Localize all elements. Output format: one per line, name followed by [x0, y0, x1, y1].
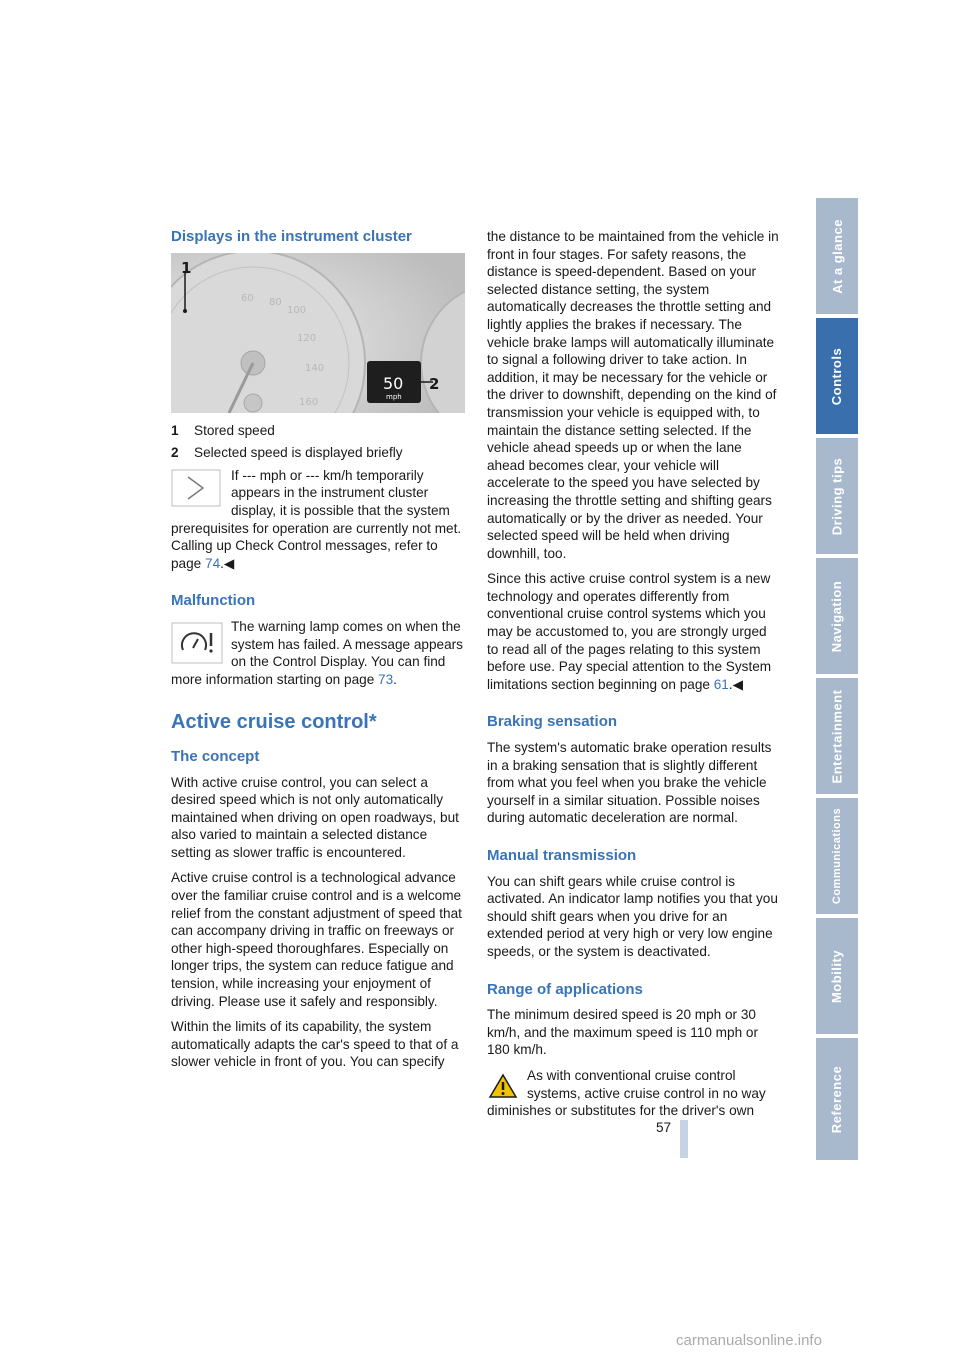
concept-paragraph-2: Active cruise control is a technological advance over the familiar cruise control and is a welcome relief from the constant adjustment of speed that can accompany driving in traffic on freeways or other high-speed thoroughfares. Especially on longer trips, the system can reduce fatigue and tension, while increasing your enjoyment of driving. Please use it safely and responsibly. [171, 870, 462, 1009]
section-heading-range: Range of applications [487, 980, 643, 998]
legend-number: 1 [171, 422, 179, 438]
figure-speed-unit: mph [386, 392, 402, 401]
section-heading-active-cruise-control: Active cruise control* [171, 711, 377, 734]
tab-label: Reference [829, 1065, 845, 1133]
section-heading-manual-transmission: Manual transmission [487, 847, 637, 864]
malfunction-page-link[interactable]: 73 [378, 671, 394, 687]
chapter-tabs [816, 198, 858, 1160]
warning-triangle-icon [489, 1073, 517, 1099]
manual-transmission-paragraph: You can shift gears while cruise control is activated. An indicator lamp notifies you that you should shift gears when you drive for an extended period at very high or very low engine speeds, or the system is deactivated. [487, 873, 778, 959]
new-technology-paragraph: Since this active cruise control system is a new technology and operates differently from conventional cruise control systems which you may be accustomed to, you are strongly urged to read all of the pages relating to this system before use. Pay special attention to the System limitations section beginning on page [487, 571, 772, 692]
section-heading-displays: Displays in the instrument cluster [171, 228, 412, 245]
left-column [171, 228, 465, 1079]
page-number: 57 [656, 1120, 672, 1135]
svg-text:160: 160 [299, 396, 319, 408]
note-end-mark: .◀ [220, 555, 235, 571]
malfunction-end: . [393, 671, 397, 687]
tab-communications[interactable] [816, 798, 858, 914]
note-text: If --- mph or --- km/h temporarily appears in the instrument cluster display, it is possible that the system prerequisites for operation are currently not met. [171, 467, 462, 536]
range-paragraph: The minimum desired speed is 20 mph or 30 km/h, and the maximum speed is 110 mph or 180 km/h. [487, 1007, 758, 1058]
section-heading-malfunction: Malfunction [171, 592, 256, 610]
tab-at-a-glance[interactable] [816, 198, 858, 314]
note-arrow-icon [171, 469, 221, 507]
tab-label: Controls [829, 347, 845, 405]
instrument-cluster-figure [171, 253, 465, 413]
concept-paragraph-1: With active cruise control, you can select a desired speed which is not only automatically maintained when driving on open roadways, but also varied to maintain a selected distance setting as slower traffic is encountered. [171, 774, 459, 860]
legend-text: Selected speed is displayed briefly [194, 445, 403, 461]
tab-driving-tips[interactable] [816, 438, 858, 554]
svg-text:100: 100 [287, 304, 307, 316]
svg-text:140: 140 [305, 362, 325, 374]
braking-paragraph: The system's automatic brake operation results in a braking sensation that is slightly different from what you feel when you brake the vehicle yourself in a similar situation. Possible noises during automatic deceleration are normal. [487, 740, 772, 826]
section-heading-concept: The concept [171, 747, 260, 765]
malfunction-text: The warning lamp comes on when the system has failed. A message appears on the Control Display. You can find more information starting on page [171, 618, 463, 687]
tab-mobility[interactable] [816, 918, 858, 1034]
concept-paragraph-3: Within the limits of its capability, the system automatically adapts the car's speed to that of a slower vehicle in front of you. You can specify [171, 1019, 459, 1070]
tab-reference[interactable] [816, 1038, 858, 1160]
figure-callout-1: 1 [181, 258, 192, 277]
tab-label: At a glance [829, 218, 845, 294]
legend-item [171, 444, 465, 462]
tab-entertainment[interactable] [816, 678, 858, 794]
svg-text:60: 60 [241, 292, 254, 304]
paragraph-end-mark: .◀ [728, 676, 744, 692]
warning-text: As with conventional cruise control systems, active cruise control in no way diminishes or substitutes for the driver's own [487, 1067, 766, 1119]
figure-callout-2: 2 [429, 374, 440, 393]
tab-navigation[interactable] [816, 558, 858, 674]
note-ref-text: Calling up Check Control messages, refer to page [171, 538, 438, 571]
tab-label: Mobility [829, 949, 845, 1003]
tab-controls[interactable] [816, 318, 858, 434]
system-limitations-page-link[interactable]: 61 [713, 676, 729, 692]
malfunction-block [171, 618, 465, 688]
tab-label: Entertainment [829, 689, 845, 783]
page-number-bar [680, 1120, 688, 1158]
warning-block [487, 1067, 781, 1120]
svg-text:120: 120 [297, 332, 317, 344]
right-column [487, 228, 781, 1120]
svg-text:80: 80 [269, 296, 282, 308]
cruise-control-warning-lamp-icon [171, 622, 223, 664]
note-block [171, 467, 465, 573]
tab-label: Communications [831, 807, 844, 905]
legend-text: Stored speed [194, 422, 275, 438]
note-page-link[interactable]: 74 [205, 555, 221, 571]
section-heading-braking: Braking sensation [487, 713, 618, 731]
tab-label: Driving tips [829, 457, 845, 535]
legend-number: 2 [171, 445, 179, 461]
figure-speed-value: 50 [383, 373, 404, 393]
distance-paragraph: the distance to be maintained from the vehicle in front in four stages. For safety reasons, the distance is speed-dependent. Based on your selected distance setting, the system automatically decreases the throttle setting and lightly applies the brakes if necessary. The vehicle brake lamps will automatically illuminate to signal a following driver to take action. In addition, it may be necessary for the vehicle or the driver to downshift, depending on the kind of transmission your vehicle is equipped with, to maintain the distance setting selected. If the vehicle ahead speeds up or when the lane ahead becomes clear, your vehicle will accelerate to the speed you have selected by increasing the throttle setting and shifting gears automatically or by the driver as needed. Your selected speed will be held when driving downhill, too. [487, 229, 779, 561]
watermark: carmanualsonline.info [676, 1332, 822, 1349]
legend-item [171, 422, 465, 440]
tab-label: Navigation [829, 580, 845, 652]
